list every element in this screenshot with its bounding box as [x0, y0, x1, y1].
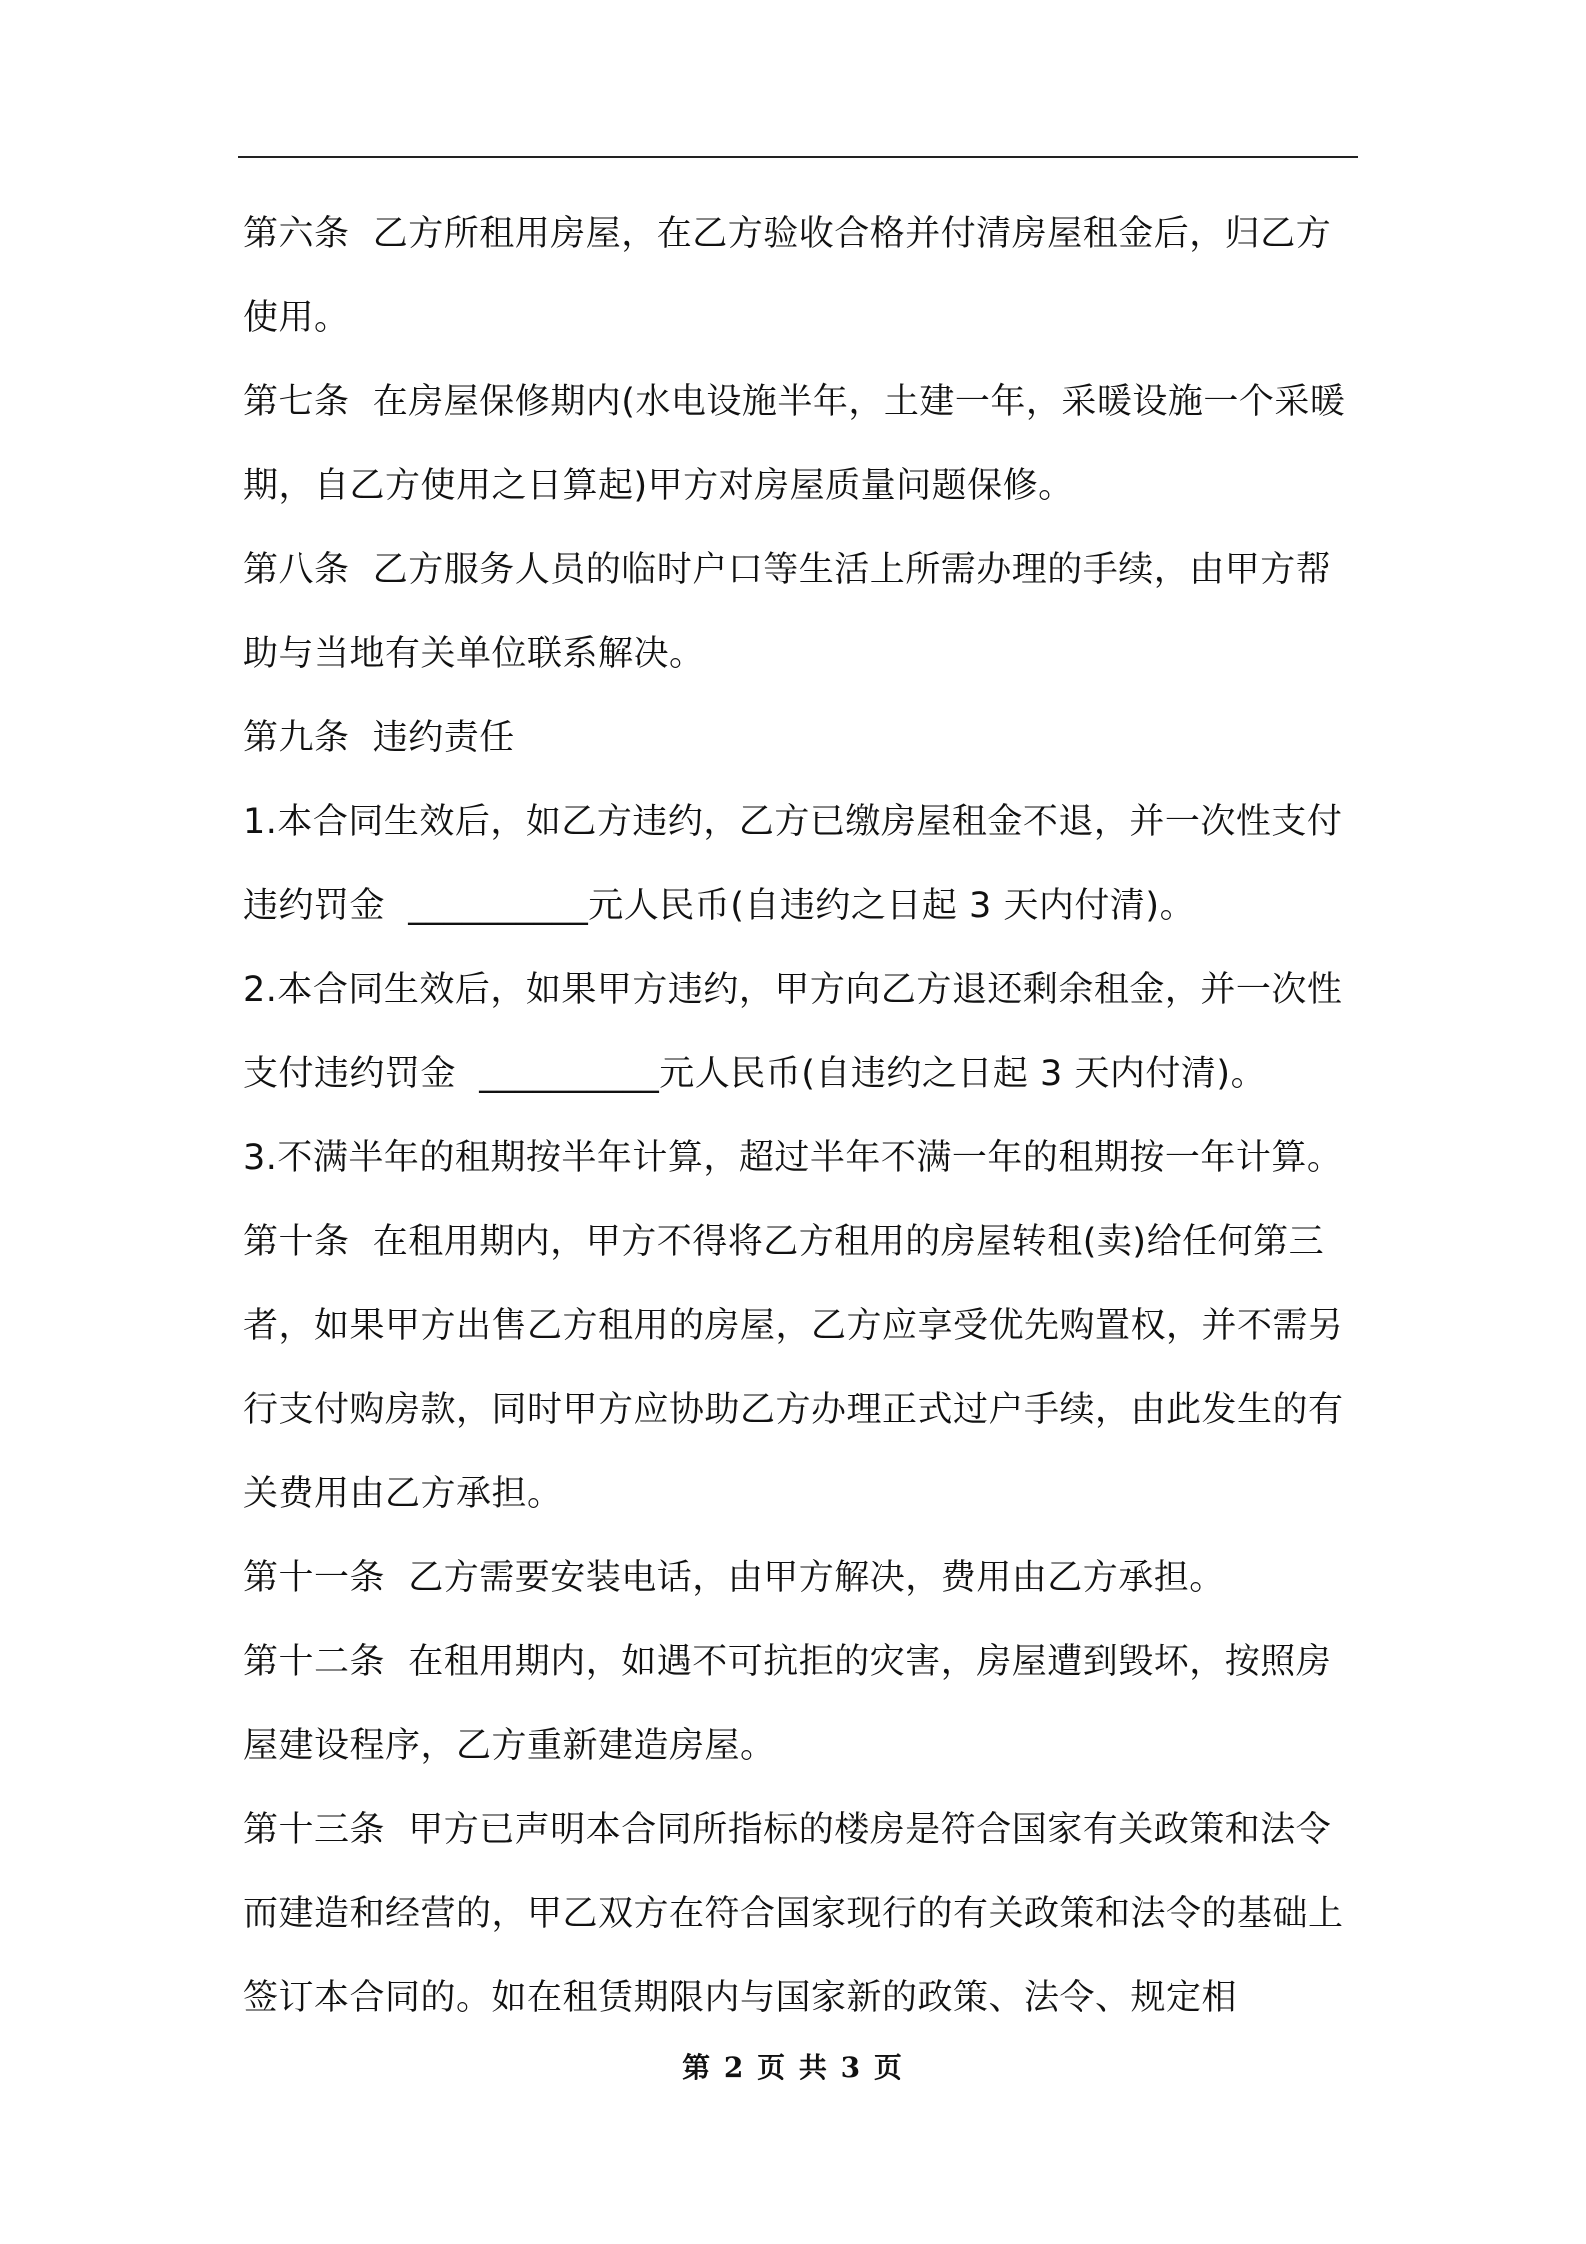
clause-8: 第八条 乙方服务人员的临时户口等生活上所需办理的手续，由甲方帮助与当地有关单位联系解决。 — [243, 550, 1332, 674]
document-body — [243, 192, 1363, 2040]
clause-7: 第七条 在房屋保修期内(水电设施半年，土建一年，采暖设施一个采暖期，自乙方使用之日算起)甲方对房屋质量问题保修。 — [243, 382, 1346, 506]
page-number-footer: 第 2 页 共 3 页 — [682, 2051, 904, 2084]
clause-9-item-1: 1.本合同生效后，如乙方违约，乙方已缴房屋租金不退，并一次性支付违约罚金 __________元人民币(自违约之日起 3 天内付清)。 — [243, 802, 1343, 926]
clause-12: 第十二条 在租用期内，如遇不可抗拒的灾害，房屋遭到毁坏，按照房屋建设程序，乙方重新建造房屋。 — [243, 1642, 1332, 1766]
clause-13: 第十三条 甲方已声明本合同所指标的楼房是符合国家有关政策和法令而建造和经营的，甲乙双方在符合国家现行的有关政策和法令的基础上签订本合同的。如在租赁期限内与国家新的政策、法令、规定相 — [243, 1810, 1344, 2018]
clause-9-item-3: 3.不满半年的租期按半年计算，超过半年不满一年的租期按一年计算。 — [243, 1138, 1343, 1178]
header-rule — [238, 156, 1358, 158]
clause-9-item-2: 2.本合同生效后，如果甲方违约，甲方向乙方退还剩余租金，并一次性支付违约罚金 __________元人民币(自违约之日起 3 天内付清)。 — [243, 970, 1343, 1094]
clause-11: 第十一条 乙方需要安装电话，由甲方解决，费用由乙方承担。 — [243, 1558, 1225, 1598]
clause-6: 第六条 乙方所租用房屋，在乙方验收合格并付清房屋租金后，归乙方使用。 — [243, 214, 1332, 338]
clause-10: 第十条 在租用期内，甲方不得将乙方租用的房屋转租(卖)给任何第三者，如果甲方出售乙方租用的房屋，乙方应享受优先购置权，并不需另行支付购房款，同时甲方应协助乙方办理正式过户手续，由此发生的有关费用由乙方承担。 — [243, 1222, 1344, 1514]
clause-9-heading: 第九条 违约责任 — [243, 718, 515, 758]
